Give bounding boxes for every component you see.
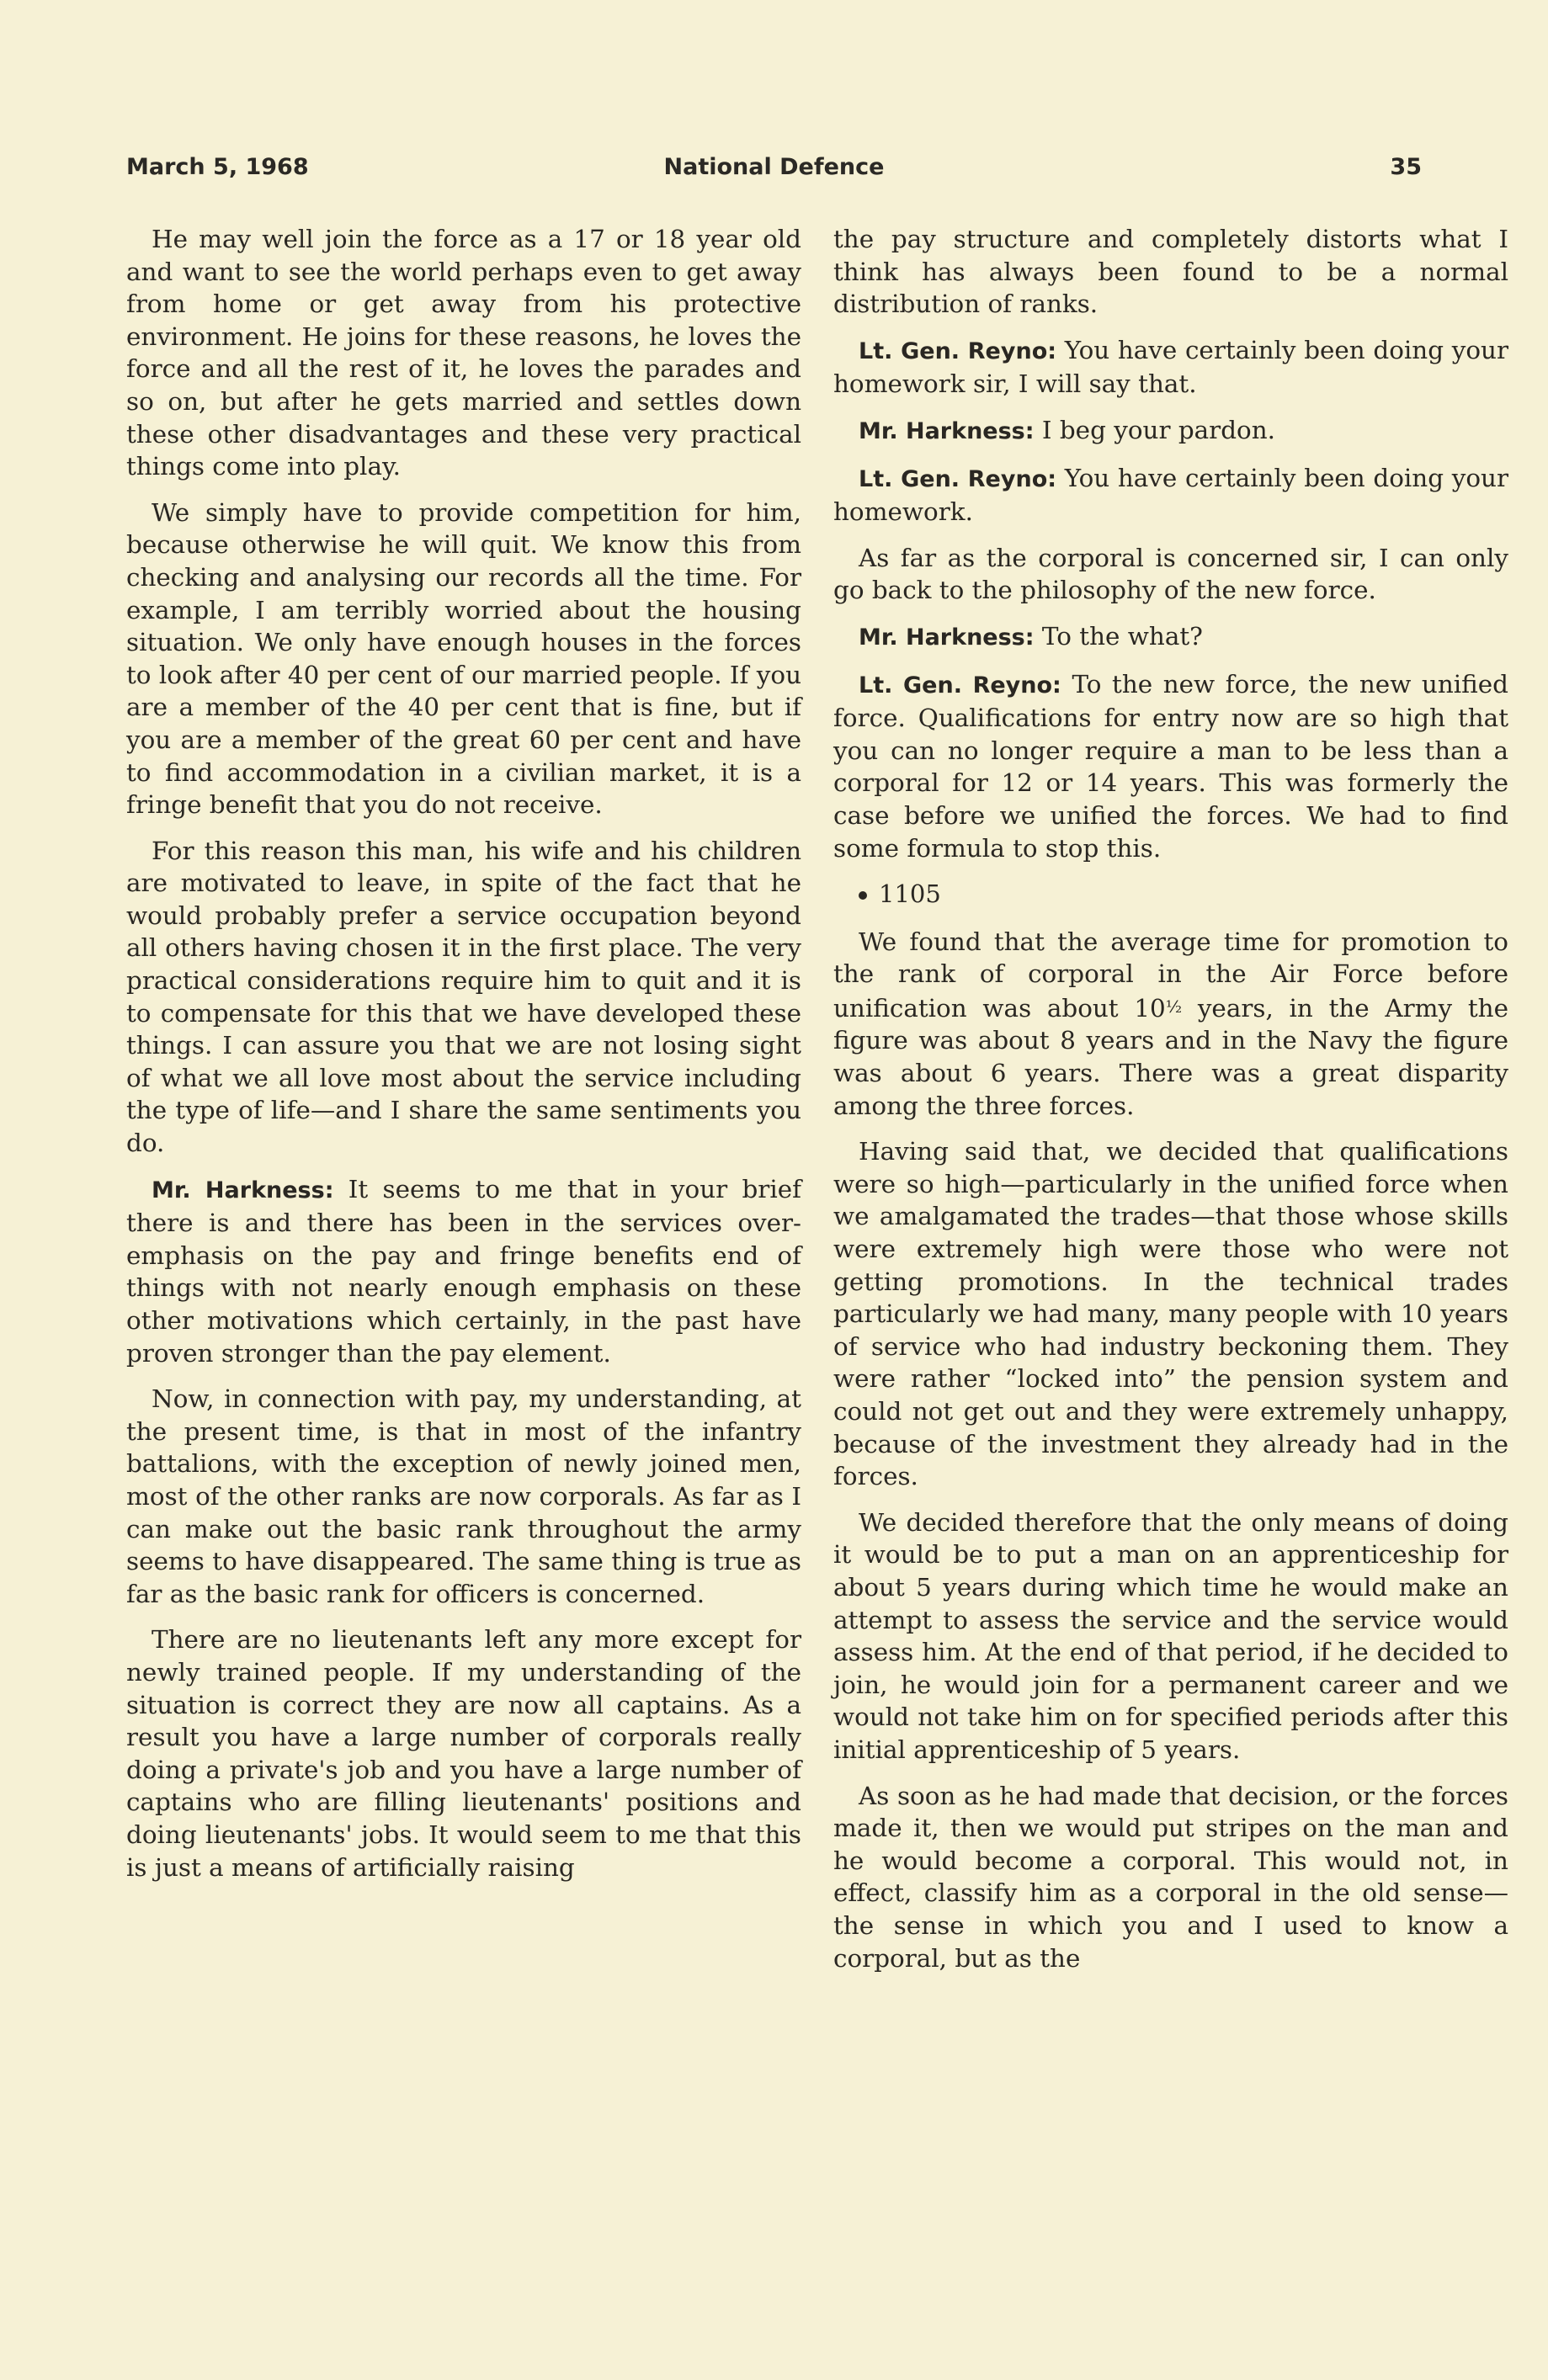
- paragraph: Having said that, we decided that qualifications were so high—particularly in the unified force when we amalgamated the trades—that those whose skills were extremely high were those who were not getting promotions. In the technical trades particularly we had many, many people with 10 years of service who had industry beckoning them. They were rather “locked into” the pension system and could not get out and they were extremely unhappy, because of the investment they already had in the forces.: [833, 1137, 1508, 1491]
- speaker-name: Mr. Harkness:: [152, 1177, 334, 1203]
- speech-text: I beg your pardon.: [1041, 415, 1276, 444]
- speaker-paragraph: [833, 620, 1508, 655]
- speaker-paragraph: [833, 668, 1508, 865]
- speaker-name: Lt. Gen. Reyno:: [859, 337, 1057, 364]
- paragraph: As far as the corporal is concerned sir, I can only go back to the philosophy of the new force.: [833, 543, 1508, 605]
- header-date: March 5, 1968: [126, 154, 309, 180]
- paragraph: There are no lieutenants left any more except for newly trained people. If my understanding of the situation is correct they are now all captains. As a result you have a large number of corporals really doing a private's job and you have a large number of captains who are filling lieutenants' positions and doing lieutenants' jobs. It would seem to me that this is just a means of artificially raising: [126, 1625, 801, 1882]
- speech-text: You have certainly been doing your homework.: [833, 463, 1508, 527]
- speech-text: To the new force, the new unified force. Qualifications for entry now are so high that you can no longer require a man to be less than a corporal for 12 or 14 years. This was formerly the case before we unified the forces. We had to find some formula to stop this.: [833, 669, 1508, 863]
- speaker-paragraph: [833, 334, 1508, 401]
- header-title: National Defence: [663, 154, 885, 180]
- speaker-paragraph: [833, 462, 1508, 529]
- speaker-name: Lt. Gen. Reyno:: [859, 465, 1057, 492]
- time-marker-text: 1105: [879, 879, 941, 909]
- speech-text: You have certainly been doing your homework sir, I will say that.: [833, 335, 1508, 399]
- paragraph: For this reason this man, his wife and his children are motivated to leave, in spite of the fact that he would probably prefer a service occupation beyond all others having chosen it in the first place. The very practical considerations require him to quit and it is to compensate for this that we have developed these things. I can assure you that we are not losing sight of what we all love most about the service including the type of life—and I share the same sentiments you do.: [126, 836, 801, 1158]
- speaker-name: Mr. Harkness:: [859, 624, 1035, 651]
- paragraph: We simply have to provide competition for him, because otherwise he will quit. We know this from checking and analysing our records all the time. For example, I am terribly worried about the housing situation. We only have enough houses in the forces to look after 40 per cent of our married people. If you are a member of the 40 per cent that is fine, but if you are a member of the great 60 per cent and have to find accommodation in a civilian market, it is a fringe benefit that you do not receive.: [126, 497, 801, 820]
- right-column: [833, 223, 1508, 1988]
- paragraph-text: years, in the Army the figure was about 8 years and in the Navy the figure was about 6 years. There was a great disparity among the three forces.: [833, 993, 1508, 1120]
- speech-text: It seems to me that in your brief there is and there has been in the services over-emphasis on the pay and fringe benefits end of things with not nearly enough emphasis on these other motivations which certainly, in the past have proven stronger than the pay element.: [126, 1174, 802, 1368]
- page-number: 35: [1390, 154, 1422, 180]
- speaker-name: Lt. Gen. Reyno:: [859, 672, 1061, 699]
- paragraph: [833, 926, 1508, 1123]
- time-marker: [859, 878, 1508, 911]
- paragraph-text: We found that the average time for promotion to the rank of corporal in the Air Force before unification was about 10: [833, 927, 1508, 1023]
- paragraph: As soon as he had made that decision, or the forces made it, then we would put stripes on the man and he would become a corporal. This would not, in effect, classify him as a corporal in the old sense—the sense in which you and I used to know a corporal, but as the: [833, 1781, 1508, 1973]
- fraction: ½: [1165, 996, 1183, 1017]
- running-header: [126, 154, 1422, 188]
- speaker-paragraph: [833, 414, 1508, 449]
- speaker-paragraph: [126, 1173, 801, 1370]
- paragraph: He may well join the force as a 17 or 18 year old and want to see the world perhaps even to get away from home or get away from his protective environment. He joins for these reasons, he loves the force and all the rest of it, he loves the parades and so on, but after he gets married and settles down these other disadvantages and these very practical things come into play.: [126, 225, 801, 481]
- paragraph: the pay structure and completely distorts what I think has always been found to be a normal distribution of ranks.: [833, 225, 1508, 319]
- paragraph: Now, in connection with pay, my understanding, at the present time, is that in most of the infantry battalions, with the exception of newly joined men, most of the other ranks are now corporals. As far as I can make out the basic rank throughout the army seems to have disappeared. The same thing is true as far as the basic rank for officers is concerned.: [126, 1384, 801, 1608]
- speaker-name: Mr. Harkness:: [859, 417, 1035, 444]
- left-column: [126, 223, 801, 1897]
- bullet-icon: [859, 891, 867, 900]
- speech-text: To the what?: [1041, 621, 1203, 651]
- paragraph: We decided therefore that the only means of doing it would be to put a man on an apprenticeship for about 5 years during which time he would make an attempt to assess the service and the service would assess him. At the end of that period, if he decided to join, he would join for a permanent career and we would not take him on for specified periods after this initial apprenticeship of 5 years.: [833, 1507, 1508, 1764]
